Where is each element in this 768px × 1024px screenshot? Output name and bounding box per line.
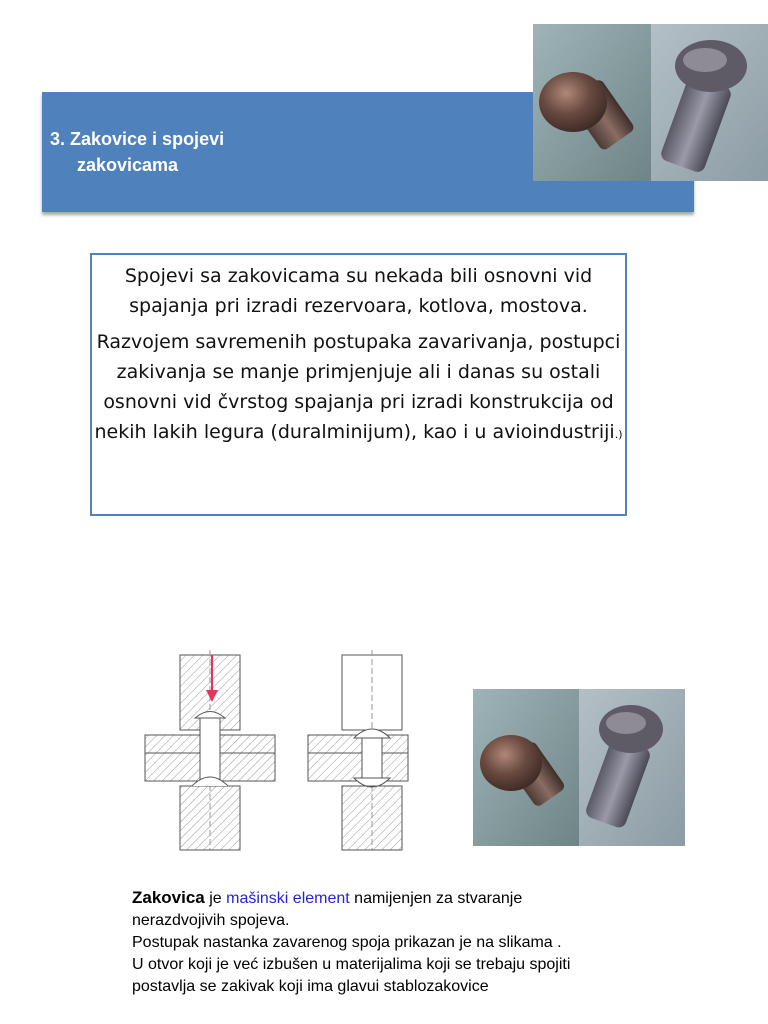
description-line-1 xyxy=(132,887,612,932)
description-line-3: U otvor koji je već izbušen u materijalima koji se trebaju spojiti postavlja se zakivak koji ima glavui stablozakovice xyxy=(132,956,571,995)
term-zakovica: Zakovica xyxy=(132,888,205,907)
intro-paragraph-1: Spojevi sa zakovicama su nekada bili osnovni vid spajanja pri izradi rezervoara, kotlova, mostova. xyxy=(124,265,593,317)
rivets-photo-bottom xyxy=(473,689,685,846)
intro-paragraph-2-main: Razvojem savremenih postupaka zavarivanja, postupci zakivanja se manje primjenjuje ali i danas su ostali osnovni vid čvrstog spajanja pri izradi konstrukcija od nekih lakih legura (duralminijum), kao i u avioindustriji xyxy=(94,331,621,443)
title-line-1: 3. Zakovice i spojevi xyxy=(50,129,225,149)
description-text xyxy=(132,887,612,998)
description-text-b: namijenjen za stvaranje nerazdvojivih spojeva. xyxy=(132,890,523,929)
page-title xyxy=(50,126,224,178)
intro-paragraph-2-tail: .) xyxy=(614,428,623,441)
diagram-step-1 xyxy=(145,650,275,850)
title-line-2: zakovicama xyxy=(77,155,179,175)
description-text-a: je xyxy=(204,890,227,907)
diagram-step-2 xyxy=(308,650,408,850)
description-line-2: Postupak nastanka zavarenog spoja prikazan je na slikama . xyxy=(132,934,562,951)
link-masinski-element[interactable]: mašinski element xyxy=(226,890,350,907)
intro-paragraph-2 xyxy=(92,327,625,450)
intro-text-box xyxy=(90,253,627,516)
riveting-process-diagram xyxy=(140,650,412,860)
rivets-photo-top xyxy=(533,24,768,181)
